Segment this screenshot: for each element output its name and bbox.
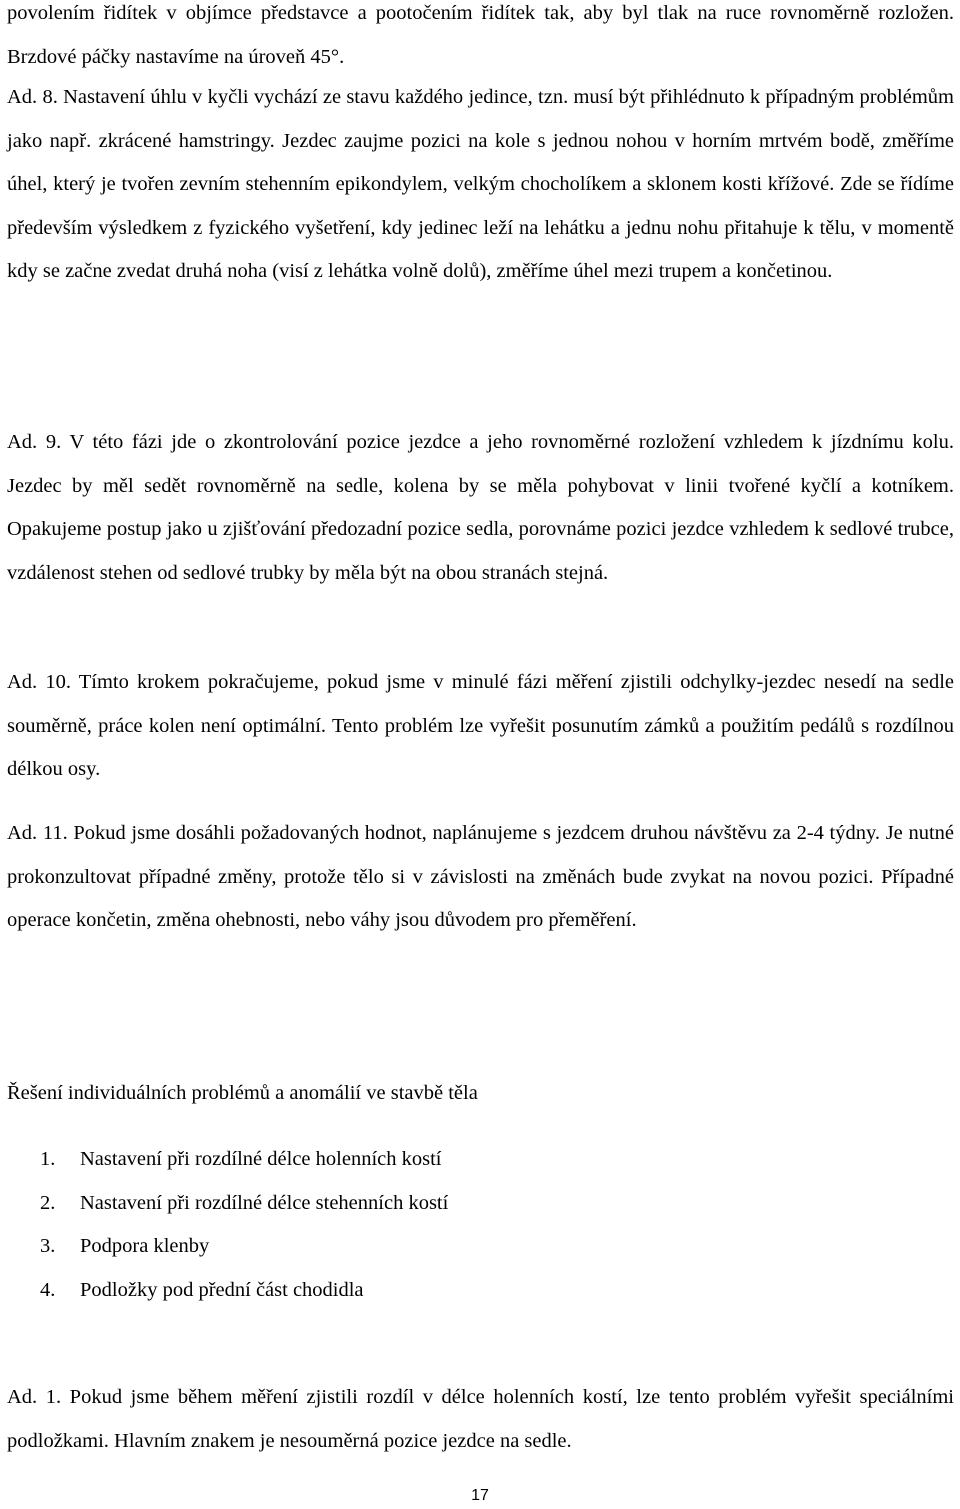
- list-item: [40, 1225, 448, 1269]
- paragraph-ad-1: Ad. 1. Pokud jsme během měření zjistili rozdíl v délce holenních kostí, lze tento problém vyřešit speciálními podložkami. Hlavním znakem je nesouměrná pozice jezdce na sedle.: [7, 1386, 954, 1452]
- page-number: 17: [471, 1487, 489, 1504]
- list-item-number: 1.: [40, 1148, 56, 1170]
- list-item-number: 4.: [40, 1278, 56, 1301]
- paragraph-ad-9: Ad. 9. V této fázi jde o zkontrolování pozice jezdce a jeho rovnoměrné rozložení vzhledem k jízdnímu kolu. Jezdec by měl sedět rovnoměrně na sedle, kolena by se měla pohybovat v linii tvořené kyčlí a kotníkem. Opakujeme postup jako u zjišťování předozadní pozice sedla, porovnáme pozici jezdce vzhledem k sedlové trubce, vzdálenost stehen od sedlové trubky by měla být na obou stranách stejná.: [7, 431, 954, 584]
- paragraph-ad-10: Ad. 10. Tímto krokem pokračujeme, pokud jsme v minulé fázi měření zjistili odchylky-jezdec nesedí na sedle souměrně, práce kolen není optimální. Tento problém lze vyřešit posunutím zámků a použitím pedálů s rozdílnou délkou osy.: [7, 671, 954, 781]
- list-item: [40, 1269, 448, 1313]
- list-item: [40, 1182, 448, 1226]
- list-item: [40, 1138, 448, 1182]
- list-item-text: Nastavení při rozdílné délce holenních kostí: [80, 1148, 442, 1170]
- section-heading: Řešení individuálních problémů a anomálií ve stavbě těla: [7, 1082, 478, 1104]
- paragraph-ad-11: Ad. 11. Pokud jsme dosáhli požadovaných hodnot, naplánujeme s jezdcem druhou návštěvu za 2-4 týdny. Je nutné prokonzultovat případné změny, protože tělo si v závislosti na změnách bude zvykat na novou pozici. Případné operace končetin, změna ohebnosti, nebo váhy jsou důvodem pro přeměření.: [7, 822, 954, 932]
- list-item-text: Podložky pod přední část chodidla: [80, 1278, 364, 1301]
- list-item-number: 3.: [40, 1235, 56, 1258]
- paragraph-ad-8: Ad. 8. Nastavení úhlu v kyčli vychází ze stavu každého jedince, tzn. musí být přihlédnuto k případným problémům jako např. zkrácené hamstringy. Jezdec zaujme pozici na kole s jednou nohou v horním mrtvém bodě, změříme úhel, který je tvořen zevním stehenním epikondylem, velkým chocholíkem a sklonem kosti křížové. Zde se řídíme především výsledkem z fyzického vyšetření, kdy jedinec leží na lehátku a jednu nohu přitahuje k tělu, v momentě kdy se začne zvedat druhá noha (visí z lehátka volně dolů), změříme úhel mezi trupem a končetinou.: [7, 86, 954, 283]
- problem-list: [40, 1138, 448, 1312]
- list-item-text: Podpora klenby: [80, 1235, 210, 1258]
- paragraph-continuation: povolením řidítek v objímce představce a pootočením řidítek tak, aby byl tlak na ruce rovnoměrně rozložen. Brzdové páčky nastavíme na úroveň 45°.: [7, 2, 954, 68]
- list-item-number: 2.: [40, 1191, 56, 1214]
- list-item-text: Nastavení při rozdílné délce stehenních kostí: [80, 1191, 449, 1214]
